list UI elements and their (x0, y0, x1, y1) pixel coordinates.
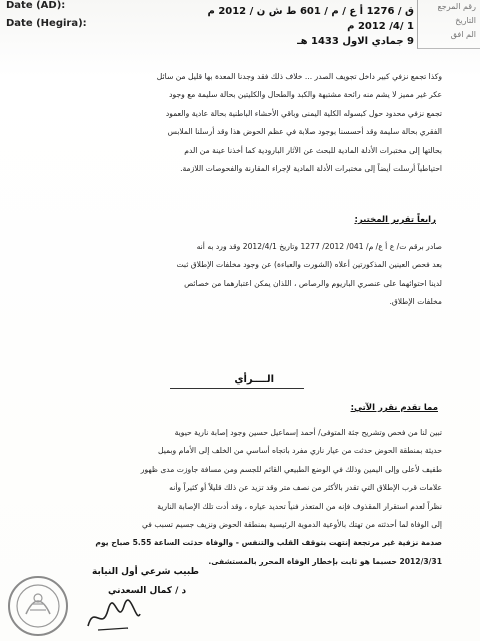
text-line: بعد فحص العينين المذكورتين أعلاه (الشورت والعباءة) عن وجود مخلفات الإطلاق ثبت (176, 260, 442, 270)
text-line: صدمة نزفية غير مرتجعة إنتهت بتوقف القلب والتنفس - والوفاة حدثت الساعة 5.55 صباح يوم (95, 538, 442, 548)
text-line: الفقري بحالة سليمة وقد أحسسنا بوجود صلابة في عظم الحوض هذا وقد أرسلنا الملابس (167, 127, 442, 137)
text-line: إلى الوفاة لما أحدثته من تهتك بالأوعية الدموية الرئيسية بمنطقة الحوض ونزيف جسيم تسبب في (141, 520, 442, 530)
reference-box-line: التاريخ (455, 16, 476, 25)
lab-report-heading: رابعاً تقرير المختبر: (354, 215, 436, 225)
conclusion-heading: مما تقدم نقرر الآتي: (350, 403, 438, 413)
conclusion-paragraph (38, 424, 442, 571)
reference-number: ق / 1276 أ ع / م / 601 ط ش ن / 2012 م (207, 6, 414, 17)
signature-name: د / كمال السعدني (108, 586, 187, 596)
date-ad-label: Date (AD): (6, 0, 66, 11)
text-line: حديثة بمنطقة الحوض حدثت من عيار ناري مفرد باتجاه أساسي من الخلف إلى الأمام وبميل (158, 446, 442, 456)
text-line: وكذا تجمع نزفي كبير داخل تجويف الصدر ... خلاف ذلك فقد وجدنا المعدة بها قليل من سائل (156, 72, 442, 81)
text-line: نظراً لعدم استقرار المقذوف فإنه من المتعذر فنياً تحديد عياره ، وقد أدت تلك الإصابة النارية (157, 501, 442, 511)
text-line: طفيف لأعلى وإلى اليمين وذلك في الوضع الطبيعي القائم للجسم ومن مسافة جاوزت مدى ظهور (140, 464, 442, 474)
text-line: صادر برقم ت/ ع أ ع/ م/ 041/ 2012/ 1277 وتاريخ 2012/4/1 وقد ورد به أنه (196, 242, 442, 251)
signature-title: طبيب شرعي أول النيابة (92, 567, 199, 577)
text-line: عكر غير مميز لا يشم منه رائحة مشتبهة والكبد والطحال والكليتين بحالة سليمة مع وجود (169, 90, 442, 100)
lab-report-paragraph (38, 238, 442, 312)
text-line: احتياطياً أرسلت أيضاً إلى مختبرات الأدلة المادية لإجراء المقارنة والفحوصات اللازمة. (180, 164, 442, 174)
opinion-heading: الــــرأي (234, 374, 274, 385)
autopsy-findings-paragraph (38, 68, 442, 178)
text-line: مخلفات الإطلاق. (389, 297, 442, 307)
text-line: تجمع نزفي محدود حول كبسوله الكلية اليمنى وباقي الأحشاء الباطنية بحالة عادية والعمود (165, 108, 442, 118)
text-line: 2012/3/31 حسبما هو ثابت بإخطار الوفاة المحرر بالمستشفى. (208, 556, 442, 566)
text-line: بحالتها إلى مختبرات الأدلة المادية للبحث عن الآثار البارودية كما أخذنا عينة من الدم (184, 145, 442, 155)
date-hegira-value: 9 جمادي الاول 1433 هـ (297, 36, 414, 47)
text-line: لدينا احتوائهما على عنصري الباريوم والرصاص ، اللذان يمكن اعتبارهما من خصائص (184, 278, 442, 288)
reference-box-line: الم افق (450, 30, 476, 39)
text-line: تبين لنا من فحص وتشريح جثة المتوفى/ أحمد إسماعيل حسين وجود إصابة نارية حيوية (174, 428, 442, 437)
handwritten-signature (84, 596, 144, 636)
reference-box-line: رقم المرجع (437, 2, 476, 11)
text-line: علامات قرب الإطلاق التي تقدر بالأكثر من نصف متر وقد تزيد عن ذلك قليلاً أو كثيراً وأنه (169, 483, 442, 493)
date-ad-value: 1 /4/ 2012 م (347, 21, 414, 32)
header-meta (208, 4, 415, 49)
opinion-underline (170, 388, 304, 389)
official-seal-stamp (6, 574, 70, 638)
date-hegira-label: Date (Hegira): (6, 18, 87, 29)
reference-box (417, 0, 480, 49)
